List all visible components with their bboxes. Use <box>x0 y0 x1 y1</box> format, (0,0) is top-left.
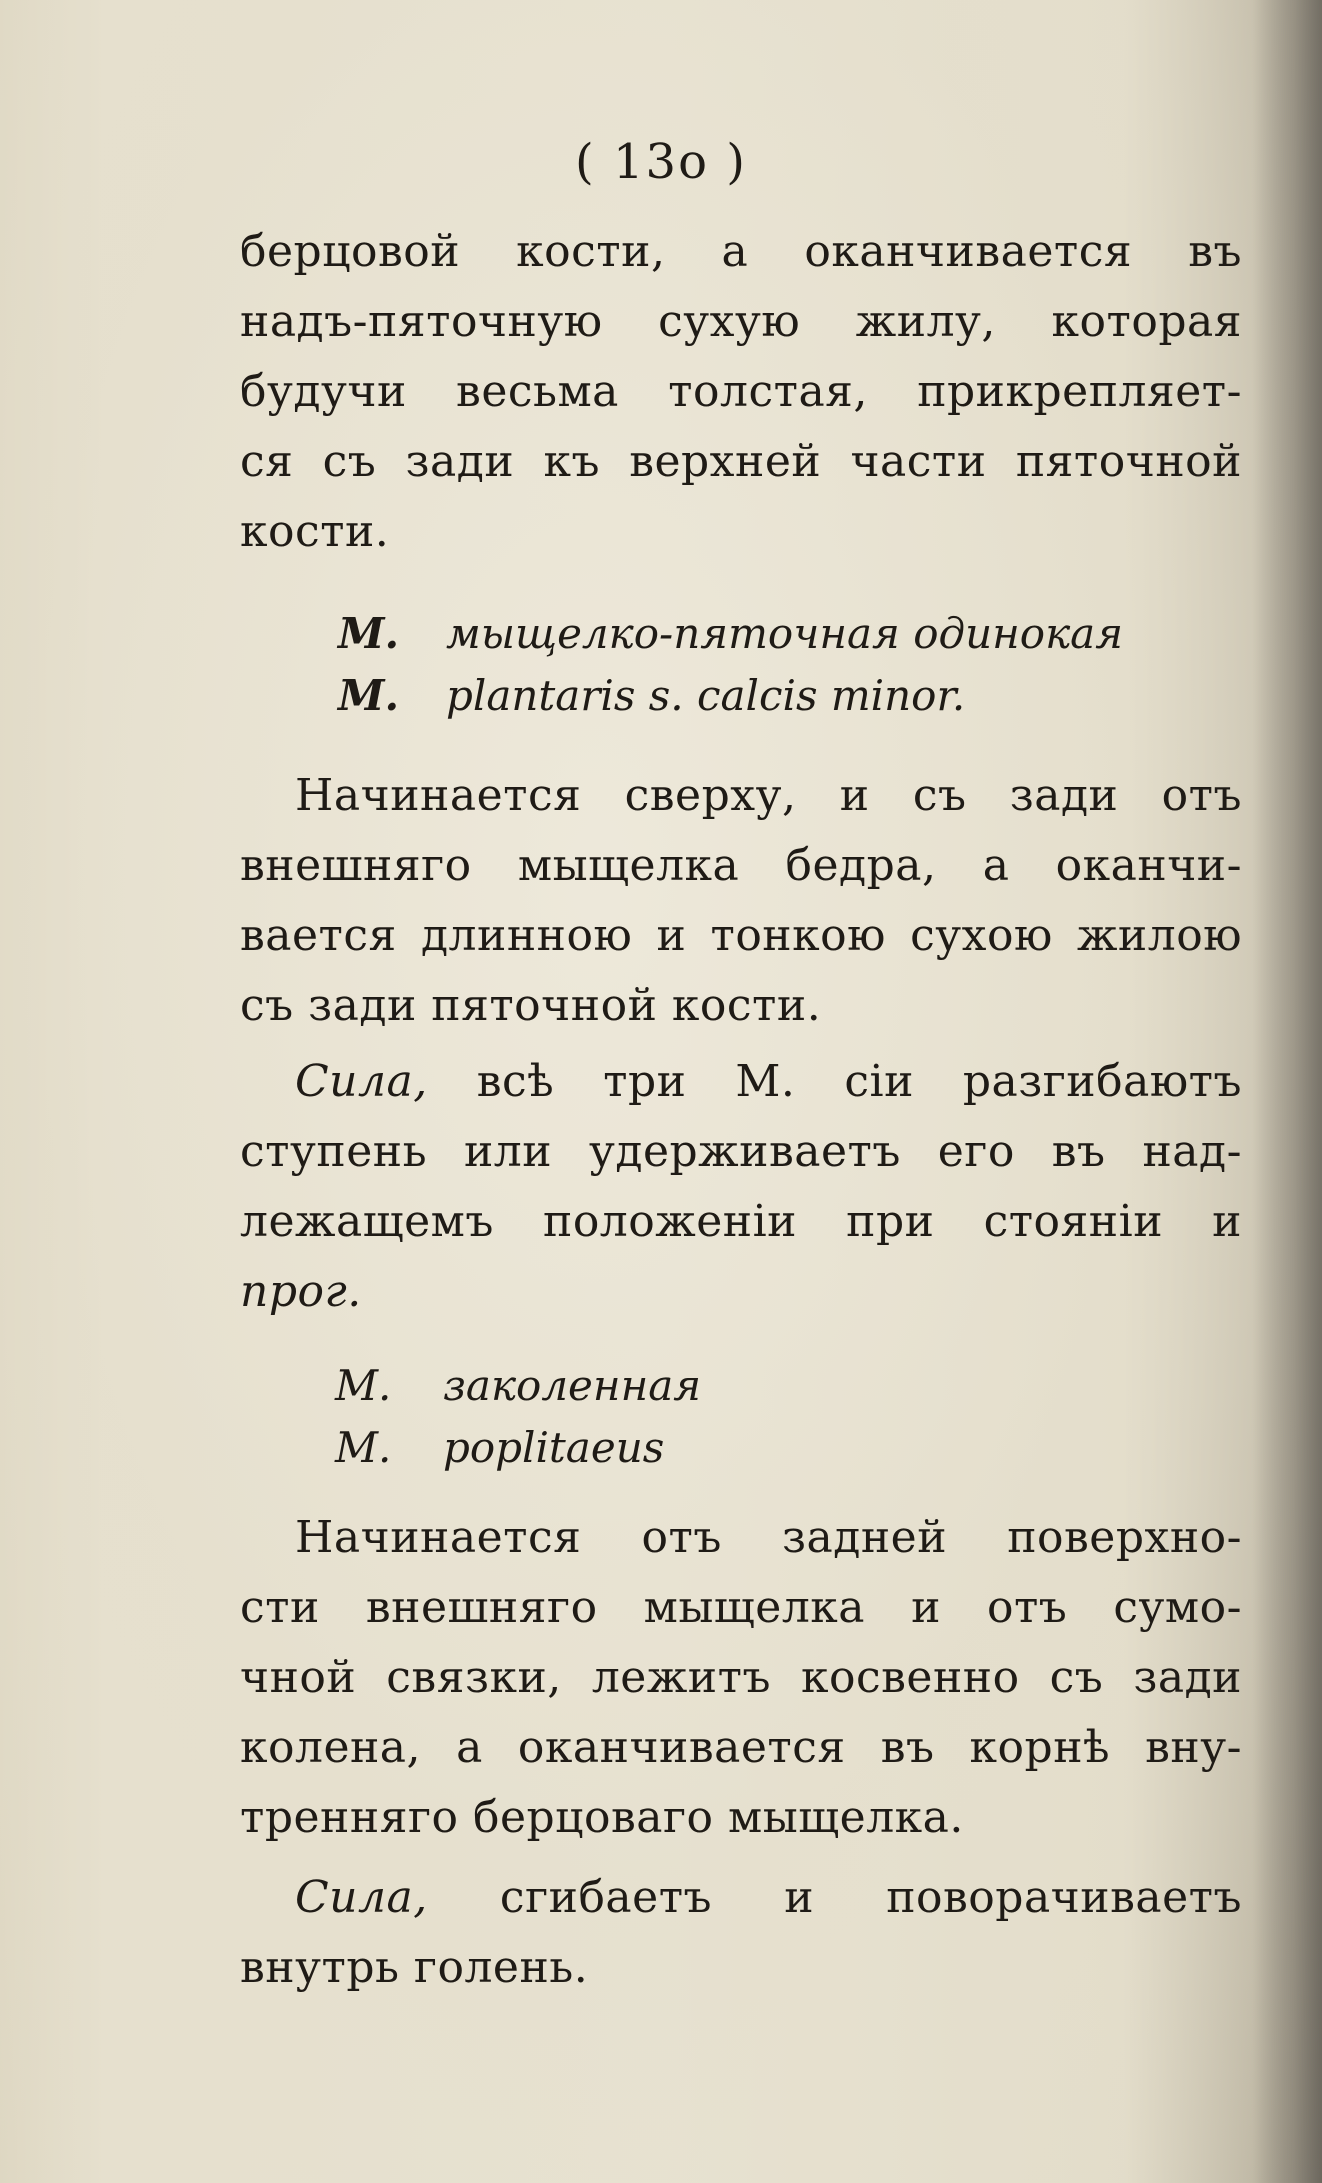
paragraph-1-line-1: берцовой кости, а оканчивается въ <box>240 226 1242 277</box>
paragraph-5-line-2: внутрь голень. <box>240 1942 589 1993</box>
paragraph-3-line-1-text: всѣ три М. сіи разгибаютъ <box>476 1056 1242 1107</box>
paragraph-1-line-2: надъ-пяточную сухую жилу, которая <box>240 296 1242 347</box>
paragraph-2-line-4: съ зади пяточной кости. <box>240 980 822 1031</box>
paragraph-3-line-2: ступень или удерживаетъ его въ над- <box>240 1126 1242 1177</box>
paragraph-3-term: Сила, <box>295 1056 428 1107</box>
paragraph-1-line-5: кости. <box>240 506 390 557</box>
paragraph-1-line-3: будучи весьма толстая, прикрепляет- <box>240 366 1242 417</box>
page-number: ( 13о ) <box>575 134 747 190</box>
paragraph-2-line-3: вается длинною и тонкою сухою жилою <box>240 910 1242 961</box>
muscle-2-russian-name <box>335 1358 701 1414</box>
muscle-1-latin-name <box>338 668 965 724</box>
muscle-1-abbr-la: M. <box>338 671 400 720</box>
paragraph-2-line-2: внешняго мыщелка бедра, а оканчи- <box>240 840 1242 891</box>
muscle-2-name-ru: заколенная <box>443 1361 702 1410</box>
paragraph-3-line-4: прог. <box>240 1266 362 1317</box>
muscle-1-name-ru: мыщелко-пяточная одинокая <box>446 609 1124 658</box>
paragraph-5-term: Сила, <box>295 1872 428 1923</box>
muscle-1-name-la: plantaris s. calcis minor. <box>446 671 966 720</box>
muscle-1-russian-name <box>338 606 1123 662</box>
muscle-2-latin-name <box>335 1420 664 1476</box>
paragraph-3-line-1 <box>295 1052 1242 1112</box>
muscle-2-name-la: poplitaeus <box>443 1423 665 1472</box>
paragraph-4-line-4: колена, а оканчивается въ корнѣ вну- <box>240 1722 1242 1773</box>
muscle-2-abbr-ru: М. <box>335 1361 392 1410</box>
paragraph-5-line-1 <box>295 1868 1242 1928</box>
muscle-1-abbr-ru: М. <box>338 609 400 658</box>
paragraph-1-line-4: ся съ зади къ верхней части пяточной <box>240 436 1242 487</box>
paragraph-4-line-5: тренняго берцоваго мыщелка. <box>240 1792 964 1843</box>
muscle-2-abbr-la: M. <box>335 1423 392 1472</box>
page-spine-shadow <box>1252 0 1322 2183</box>
paragraph-4-line-1: Начинается отъ задней поверхно- <box>295 1512 1242 1563</box>
paragraph-2-line-1: Начинается сверху, и съ зади отъ <box>295 770 1242 821</box>
paragraph-4-line-3: чной связки, лежитъ косвенно съ зади <box>240 1652 1242 1703</box>
paragraph-4-line-2: сти внешняго мыщелка и отъ сумо- <box>240 1582 1242 1633</box>
paragraph-3-line-3: лежащемъ положеніи при стояніи и <box>240 1196 1242 1247</box>
paragraph-5-line-1-text: сгибаетъ и поворачиваетъ <box>499 1872 1242 1923</box>
